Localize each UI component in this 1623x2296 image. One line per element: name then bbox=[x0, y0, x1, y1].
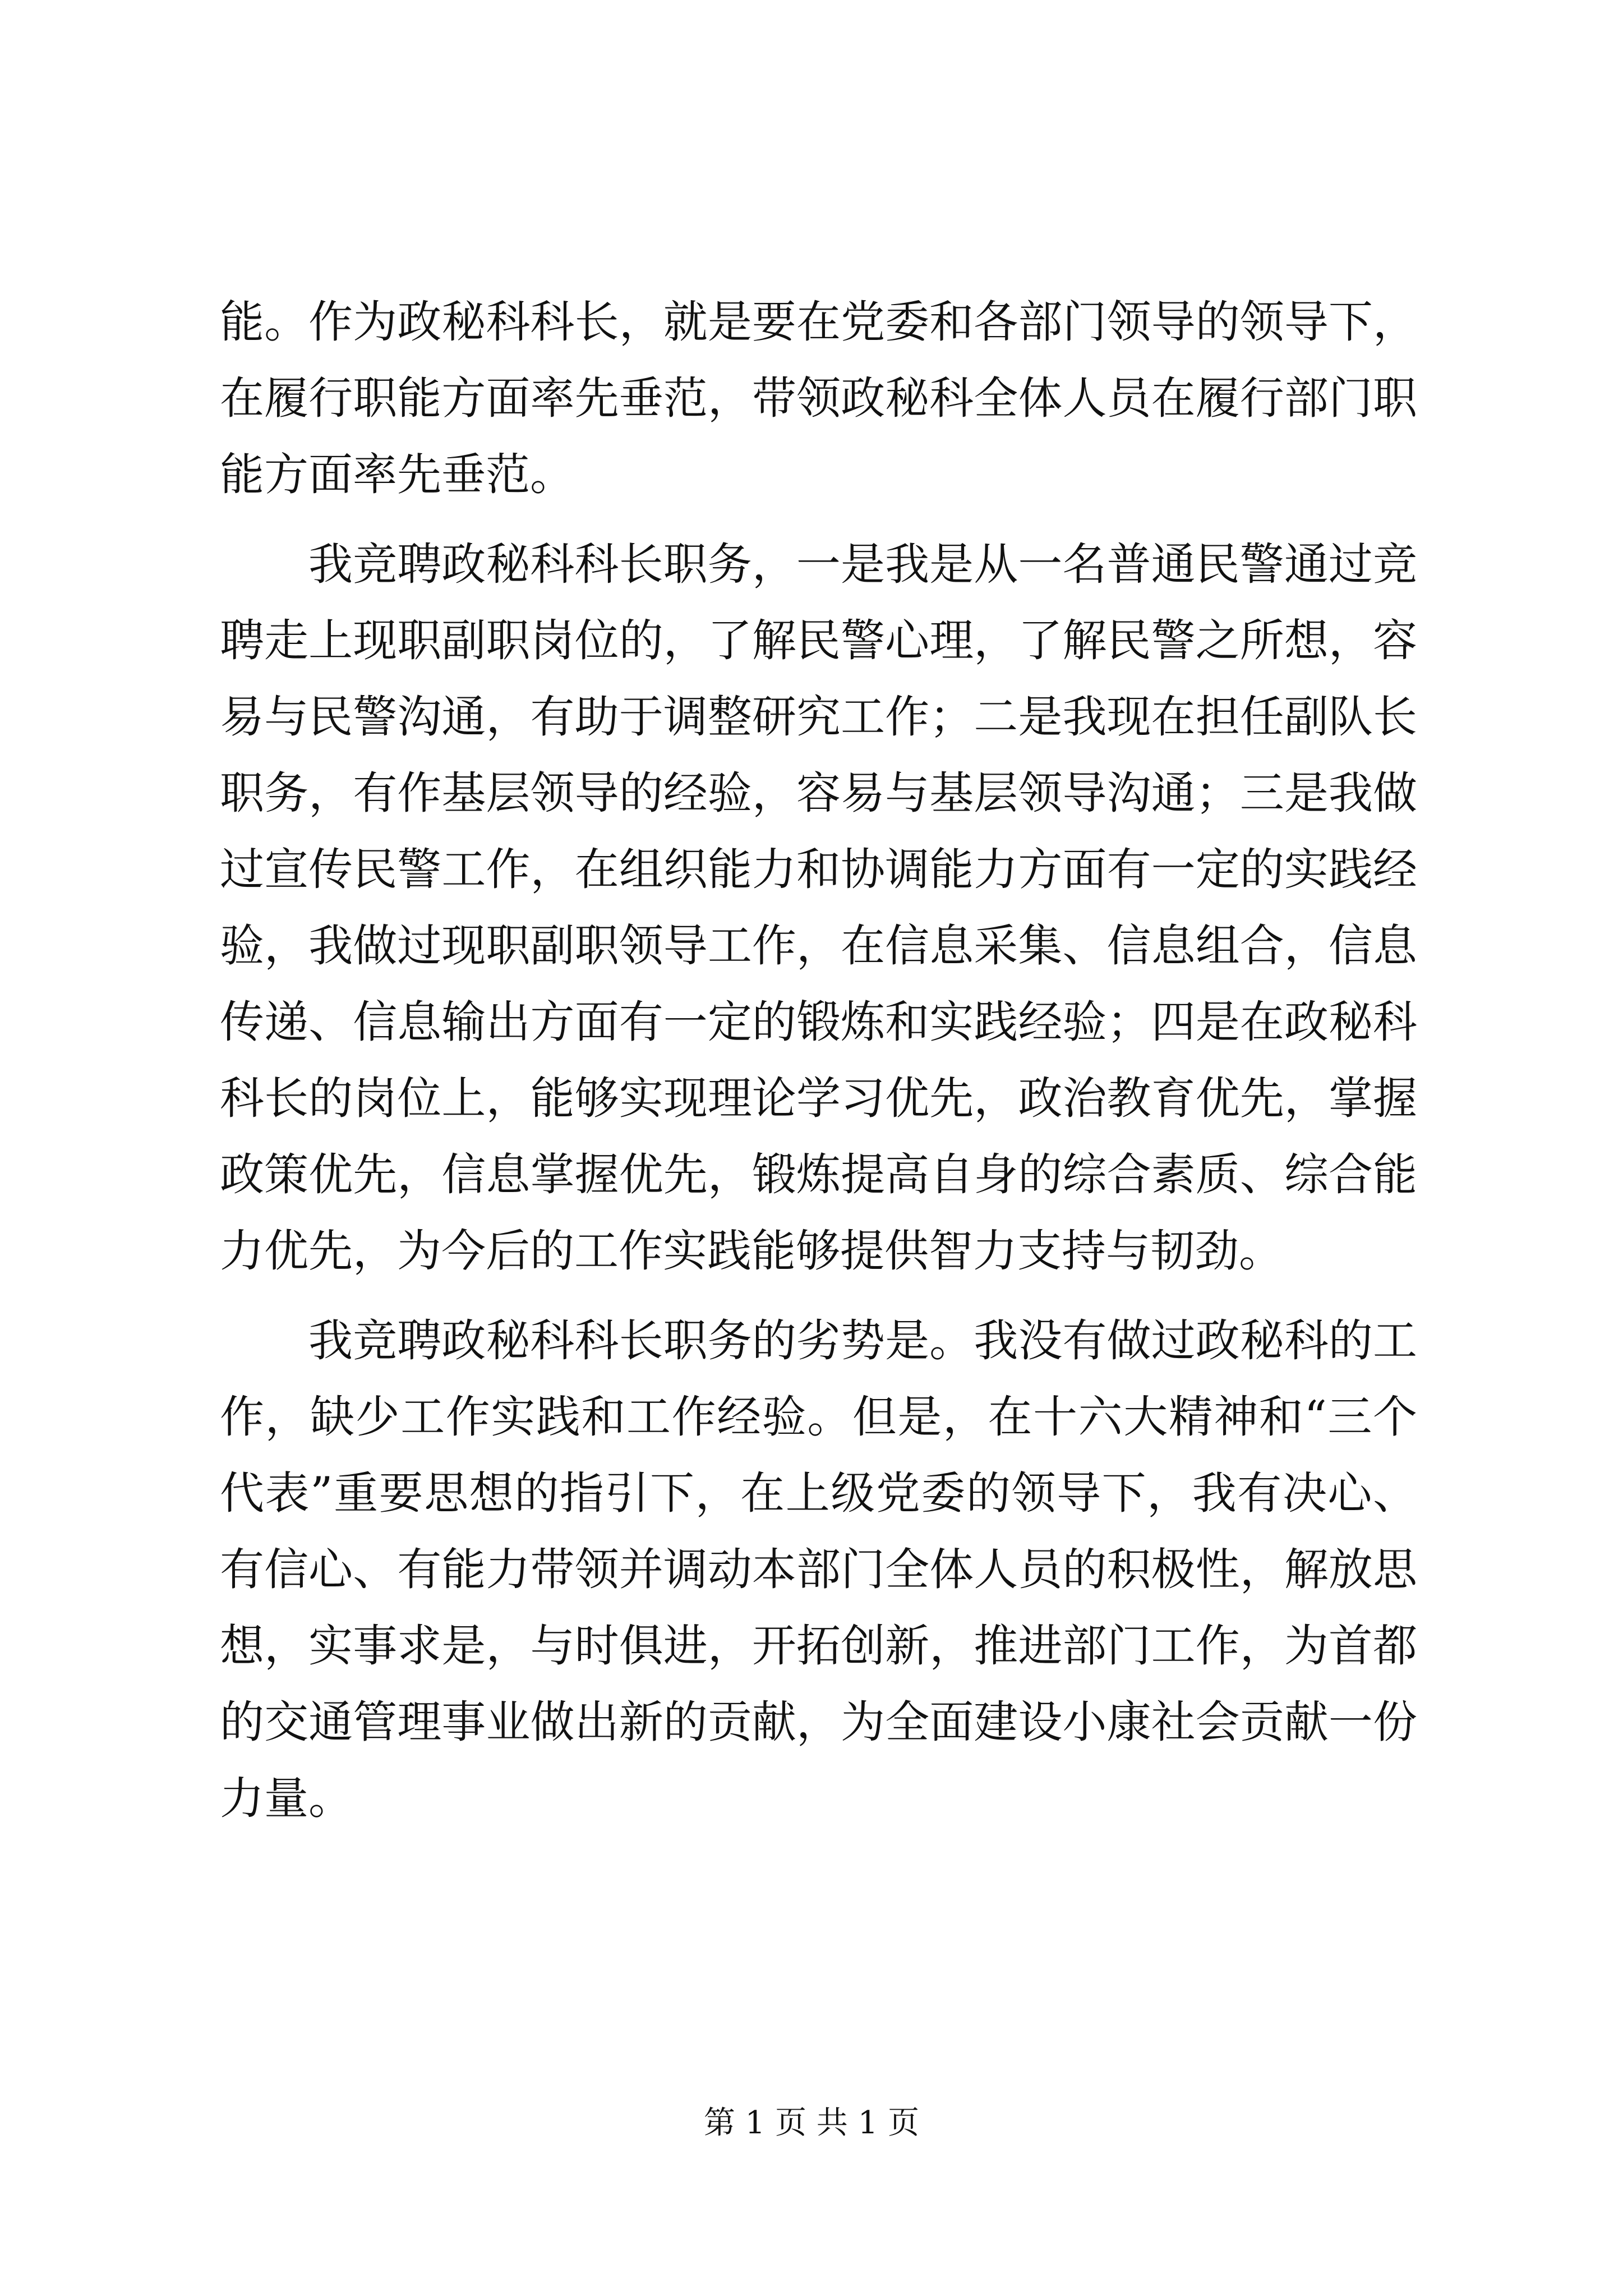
page-footer: 第 1 页 共 1 页 bbox=[703, 2105, 920, 2141]
paragraph-2: 我竞聘政秘科科长职务，一是我是从一名普通民警通过竞聘走上现职副职岗位的，了解民警心理，了解民警之所想，容易与民警沟通，有助于调整研究工作；二是我现在担任副队长职务，有作基层领导的经验，容易与基层领导沟通；三是我做过宣传民警工作，在组织能力和协调能力方面有一定的实践经验，我做过现职副职领导工作，在信息采集、信息组合，信息传递、信息输出方面有一定的锻炼和实践经验；四是在政秘科科长的岗位上，能够实现理论学习优先，政治教育优先，掌握政策优先，信息掌握优先，锻炼提高自身的综合素质、综合能力优先，为今后的工作实践能够提供智力支持与韧劲。 bbox=[220, 539, 1417, 1277]
document-body bbox=[220, 284, 1417, 1837]
paragraph-3: 我竞聘政秘科科长职务的劣势是。我没有做过政秘科的工作，缺少工作实践和工作经验。但是，在十六大精神和“三个代表”重要思想的指引下，在上级党委的领导下，我有决心、有信心、有能力带领并调动本部门全体人员的积极性，解放思想，实事求是，与时俱进，开拓创新，推进部门工作，为首都的交通管理事业做出新的贡献，为全面建设小康社会贡献一份力量。 bbox=[220, 1315, 1417, 1824]
paragraph-1: 能。作为政秘科科长，就是要在党委和各部门领导的领导下，在履行职能方面率先垂范，带领政秘科全体人员在履行部门职能方面率先垂范。 bbox=[220, 296, 1417, 500]
